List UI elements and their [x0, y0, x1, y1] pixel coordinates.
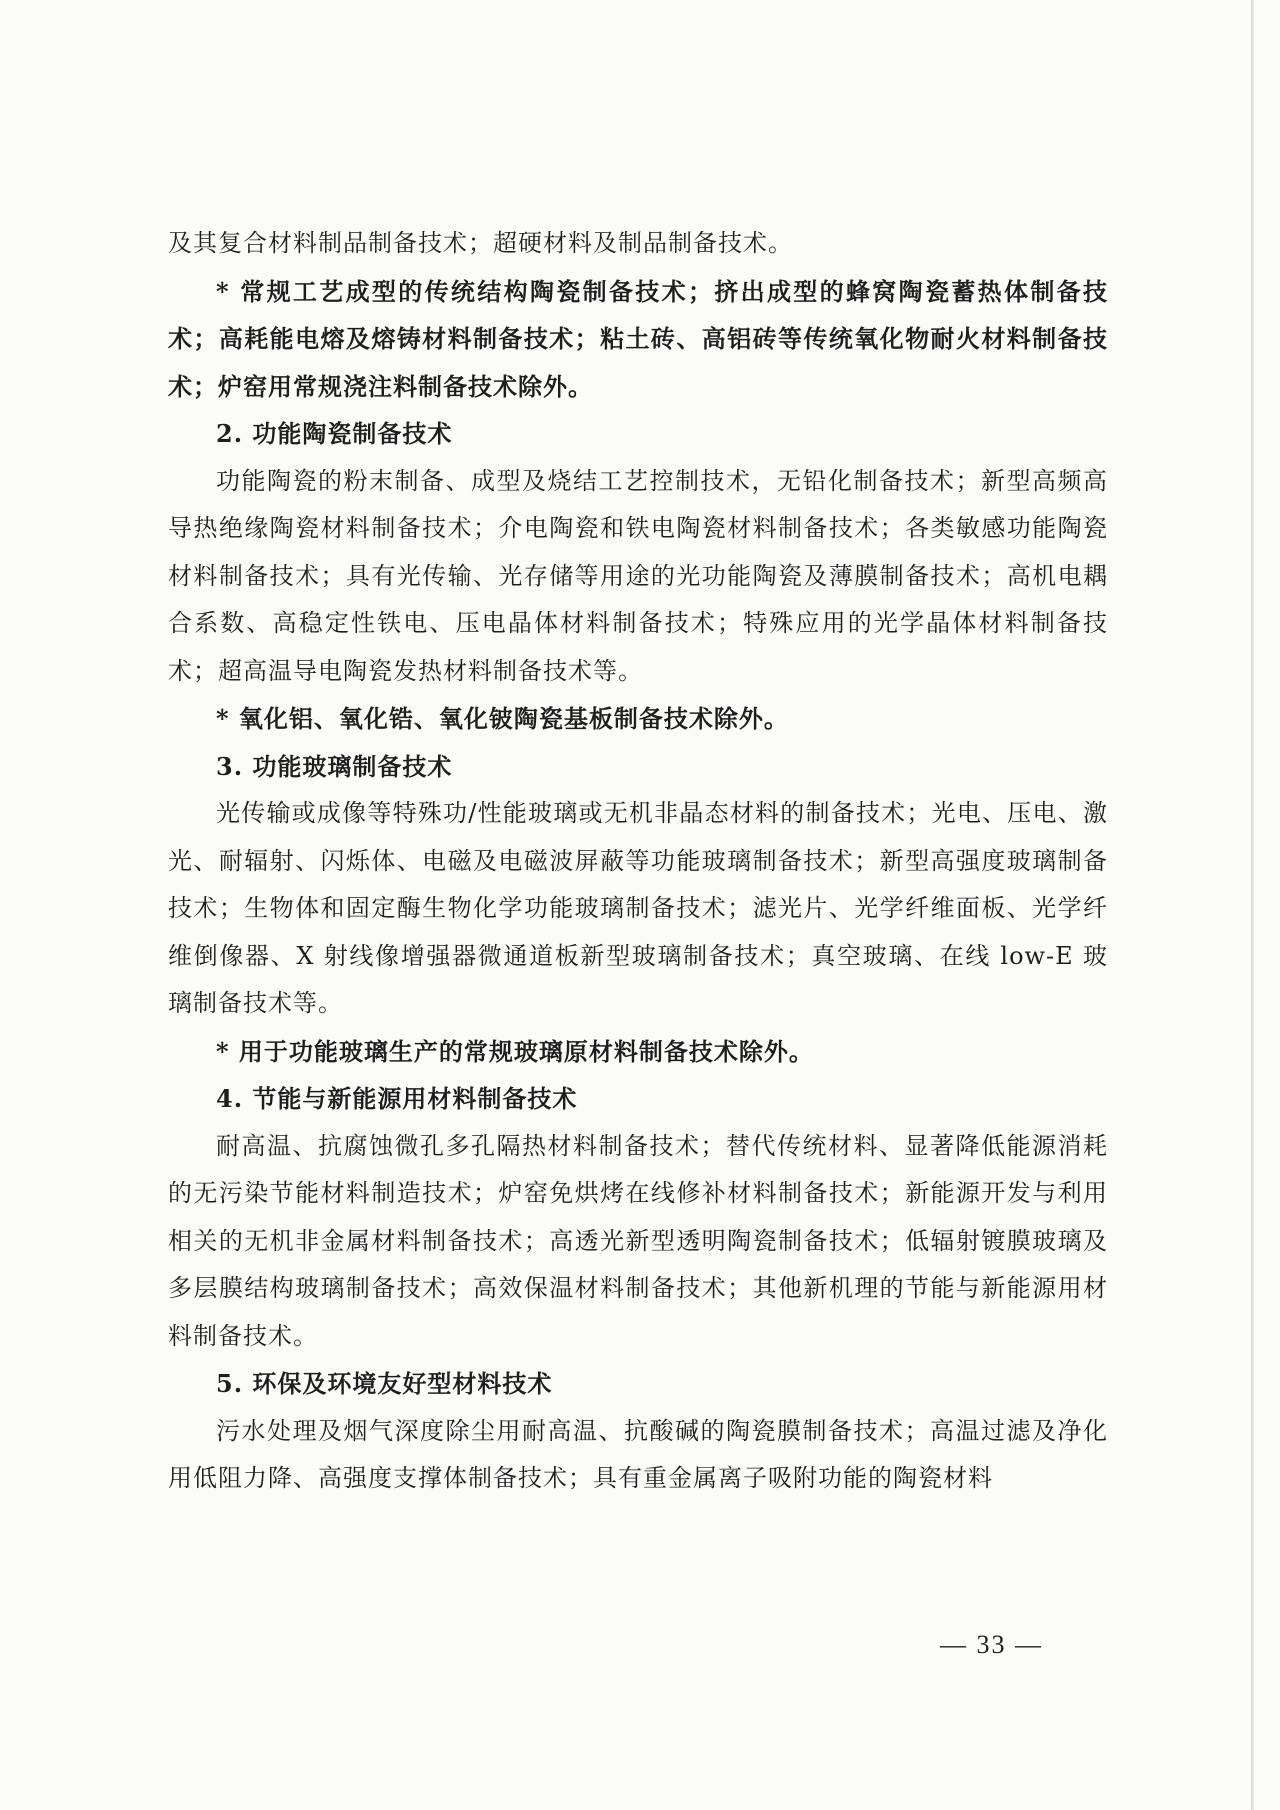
scan-edge — [1251, 0, 1254, 1810]
paragraph-functional-ceramics: 功能陶瓷的粉末制备、成型及烧结工艺控制技术，无铅化制备技术；新型高频高导热绝缘陶瓷材料制备技术；介电陶瓷和铁电陶瓷材料制备技术；各类敏感功能陶瓷材料制备技术；具有光传输、光存储等用途的光功能陶瓷及薄膜制备技术；高机电耦合系数、高稳定性铁电、压电晶体材料制备技术；特殊应用的光学晶体材料制备技术；超高温导电陶瓷发热材料制备技术等。 — [168, 466, 1108, 685]
section-heading-functional-ceramics: 2. 功能陶瓷制备技术 — [216, 419, 453, 448]
section-heading-energy-materials: 4. 节能与新能源用材料制备技术 — [216, 1084, 578, 1113]
section-heading-functional-glass: 3. 功能玻璃制备技术 — [216, 751, 453, 781]
paragraph-energy-materials: 耐高温、抗腐蚀微孔多孔隔热材料制备技术；替代传统材料、显著降低能源消耗的无污染节能材料制造技术；炉窑免烘烤在线修补材料制备技术；新能源开发与利用相关的无机非金属材料制备技术；高透光新型透明陶瓷制备技术；低辐射镀膜玻璃及多层膜结构玻璃制备技术；高效保温材料制备技术；其他新机理的节能与新能源用材料制备技术。 — [168, 1131, 1108, 1350]
exclusion-note-structural-ceramics: * 常规工艺成型的传统结构陶瓷制备技术；挤出成型的蜂窝陶瓷蓄热体制备技术；高耗能电熔及熔铸材料制备技术；粘土砖、高铝砖等传统氧化物耐火材料制备技术；炉窑用常规浇注料制备技术除外。 — [168, 276, 1108, 401]
exclusion-note-glass-raw-materials: * 用于功能玻璃生产的常规玻璃原材料制备技术除外。 — [216, 1036, 814, 1066]
paragraph-continuation: 及其复合材料制品制备技术；超硬材料及制品制备技术。 — [168, 229, 793, 257]
section-heading-eco-materials: 5. 环保及环境友好型材料技术 — [216, 1369, 553, 1398]
page-number: — 33 — — [940, 1630, 1043, 1659]
document-body — [168, 220, 1108, 1503]
exclusion-note-ceramic-substrates: * 氧化铝、氧化锆、氧化铍陶瓷基板制备技术除外。 — [216, 704, 789, 733]
paragraph-eco-materials: 污水处理及烟气深度除尘用耐高温、抗酸碱的陶瓷膜制备技术；高温过滤及净化用低阻力降、高强度支撑体制备技术；具有重金属离子吸附功能的陶瓷材料 — [168, 1416, 1108, 1492]
paragraph-functional-glass: 光传输或成像等特殊功/性能玻璃或无机非晶态材料的制备技术；光电、压电、激光、耐辐射、闪烁体、电磁及电磁波屏蔽等功能玻璃制备技术；新型高强度玻璃制备技术；生物体和固定酶生物化学功能玻璃制备技术；滤光片、光学纤维面板、光学纤维倒像器、X 射线像增强器微通道板新型玻璃制备技术；真空玻璃、在线 low-E 玻璃制备技术等。 — [168, 799, 1108, 1017]
